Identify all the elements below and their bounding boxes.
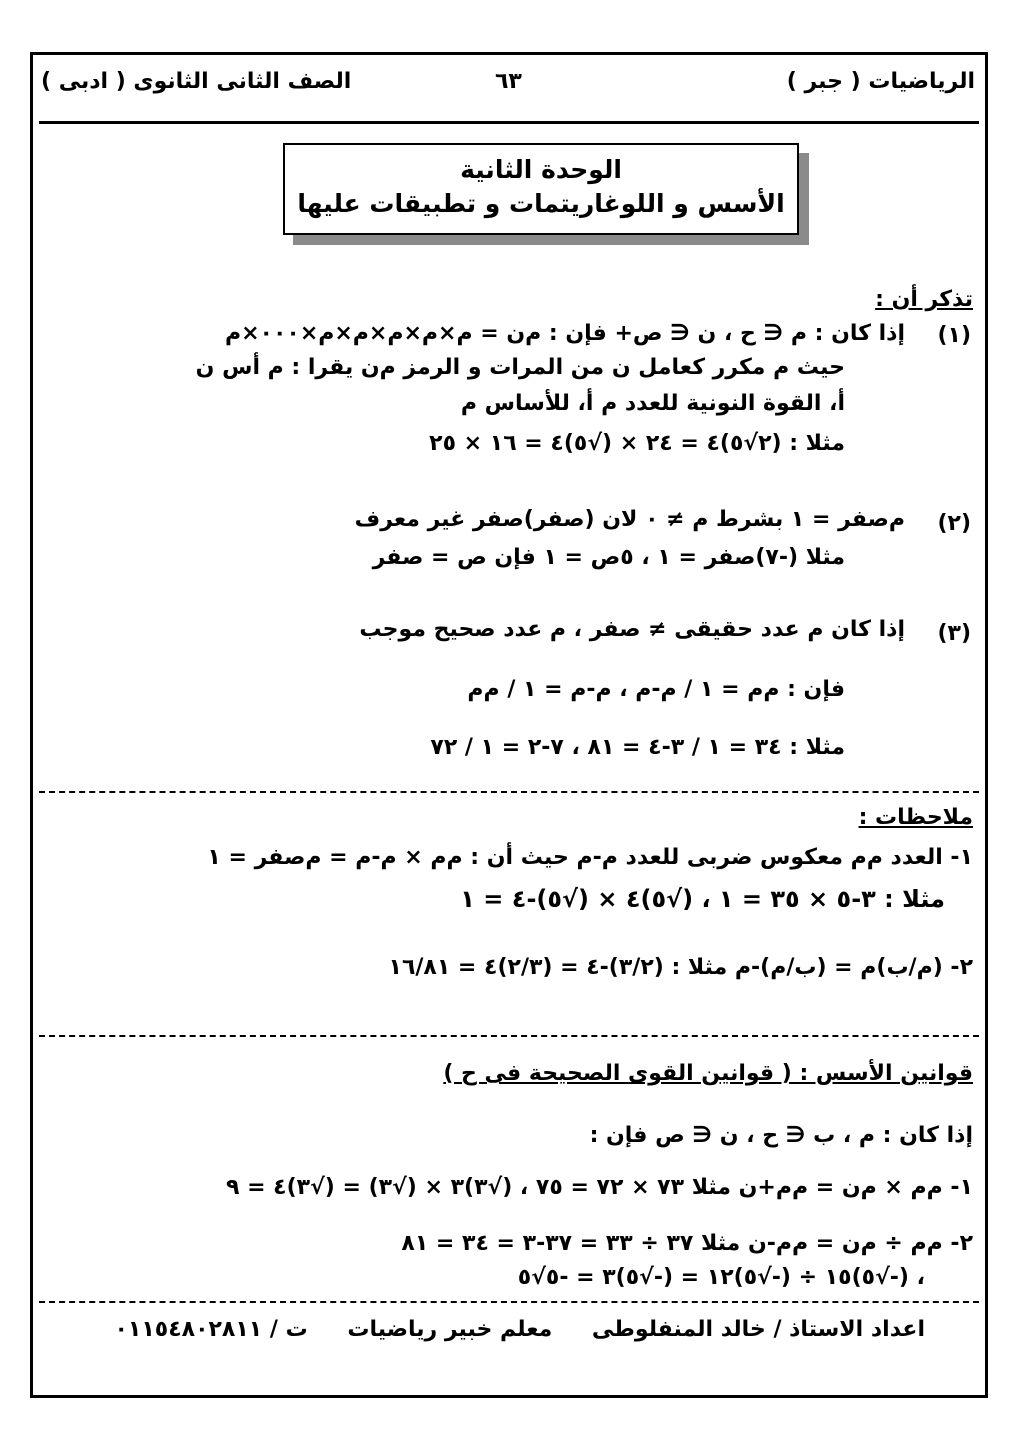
remember-heading: تذكر أن : bbox=[875, 287, 973, 312]
footer bbox=[83, 1317, 926, 1342]
footer-role: معلم خبير رياضيات bbox=[347, 1317, 553, 1342]
item3-line2: فإن : ﻡم = ١ / ﻡ-م ، ﻡ-م = ١ / ﻡم bbox=[467, 677, 845, 702]
unit-topic: الأسس و اللوغاريتمات و تطبيقات عليها bbox=[297, 189, 785, 218]
item2-number: (٢) bbox=[937, 511, 971, 536]
item1-line2: حيث ﻡ مكرر كعامل ن من المرات و الرمز ﻡن يقرا : ﻡ أس ن bbox=[195, 355, 845, 380]
title-box bbox=[283, 143, 799, 235]
item1-number: (١) bbox=[937, 323, 971, 348]
law1: ١- ﻡم × ﻡن = ﻡم+ن مثلا ٧٣ × ٧٢ = ٧٥ ، (√٣)٣ × (√٣) = (√٣)٤ = ٩ bbox=[225, 1175, 973, 1200]
header-divider bbox=[39, 121, 979, 124]
item3-line3: مثلا : ٣٤ = ١ / ٣-٤ = ٨١ ، ٧-٢ = ١ / ٧٢ bbox=[430, 735, 845, 760]
law2b: ، (-√٥)١٥ ÷ (-√٥)١٢ = (-√٥)٣ = -٥√٥ bbox=[517, 1265, 925, 1290]
laws-heading: قوانين الأسس : ( قوانين القوى الصحيحة فى ح ) bbox=[443, 1061, 973, 1086]
header-page-number: ٦٣ bbox=[495, 69, 522, 94]
item1-line3: أ، القوة النونية للعدد ﻡ أ، للأساس ﻡ bbox=[460, 391, 845, 416]
header-grade: الصف الثانى الثانوى ( ادبى ) bbox=[41, 69, 352, 94]
footer-author: اعداد الاستاذ / خالد المنفلوطى bbox=[591, 1317, 925, 1342]
item2-line1: ﻡصفر = ١ بشرط ﻡ ≠ ٠ لان (صفر)صفر غير معرف bbox=[354, 507, 905, 532]
item3-line1: إذا كان ﻡ عدد حقيقى ≠ صفر ، م عدد صحيح موجب bbox=[359, 617, 905, 642]
item3-number: (٣) bbox=[937, 621, 971, 646]
laws-intro: إذا كان : ﻡ ، ب ∈ ح ، ن ∈ ص فإن : bbox=[589, 1123, 973, 1148]
item1-line1: إذا كان : ﻡ ∈ ح ، ن ∈ ص+ فإن : ﻡن = ﻡ×ﻡ×ﻡ×ﻡ×ﻡ×٠٠٠×ﻡ bbox=[224, 321, 905, 346]
notes-line2: مثلا : ٣-٥ × ٣٥ = ١ ، (√٥)٤ × (√٥)-٤ = ١ bbox=[460, 885, 945, 913]
section-divider-2 bbox=[39, 1035, 979, 1037]
page-frame bbox=[30, 52, 988, 1398]
item2-line2: مثلا (-٧)صفر = ١ ، ٥ص = ١ فإن ص = صفر bbox=[372, 545, 845, 570]
footer-phone: ت / ٠١١٥٤٨٠٢٨١١ bbox=[114, 1317, 308, 1342]
header-subject: الرياضيات ( جبر ) bbox=[786, 69, 975, 94]
section-divider-1 bbox=[39, 791, 979, 793]
notes-heading: ملاحظات : bbox=[858, 805, 973, 830]
unit-title: الوحدة الثانية bbox=[460, 155, 622, 184]
footer-divider bbox=[39, 1301, 979, 1303]
item1-line4: مثلا : (٢√٥)٤ = ٢٤ × (√٥)٤ = ١٦ × ٢٥ bbox=[429, 431, 845, 456]
law2a: ٢- ﻡم ÷ ﻡن = ﻡم-ن مثلا ٣٧ ÷ ٣٣ = ٣٧-٣ = ٣٤ = ٨١ bbox=[401, 1231, 973, 1256]
notes-line3: ٢- (ﻡ/ب)م = (ب/ﻡ)-م مثلا : (٣/٢)-٤ = (٢/٣)٤ = ١٦/٨١ bbox=[388, 955, 973, 980]
notes-line1: ١- العدد ﻡم معكوس ضربى للعدد ﻡ-م حيث أن : ﻡم × ﻡ-م = ﻡصفر = ١ bbox=[207, 845, 973, 870]
